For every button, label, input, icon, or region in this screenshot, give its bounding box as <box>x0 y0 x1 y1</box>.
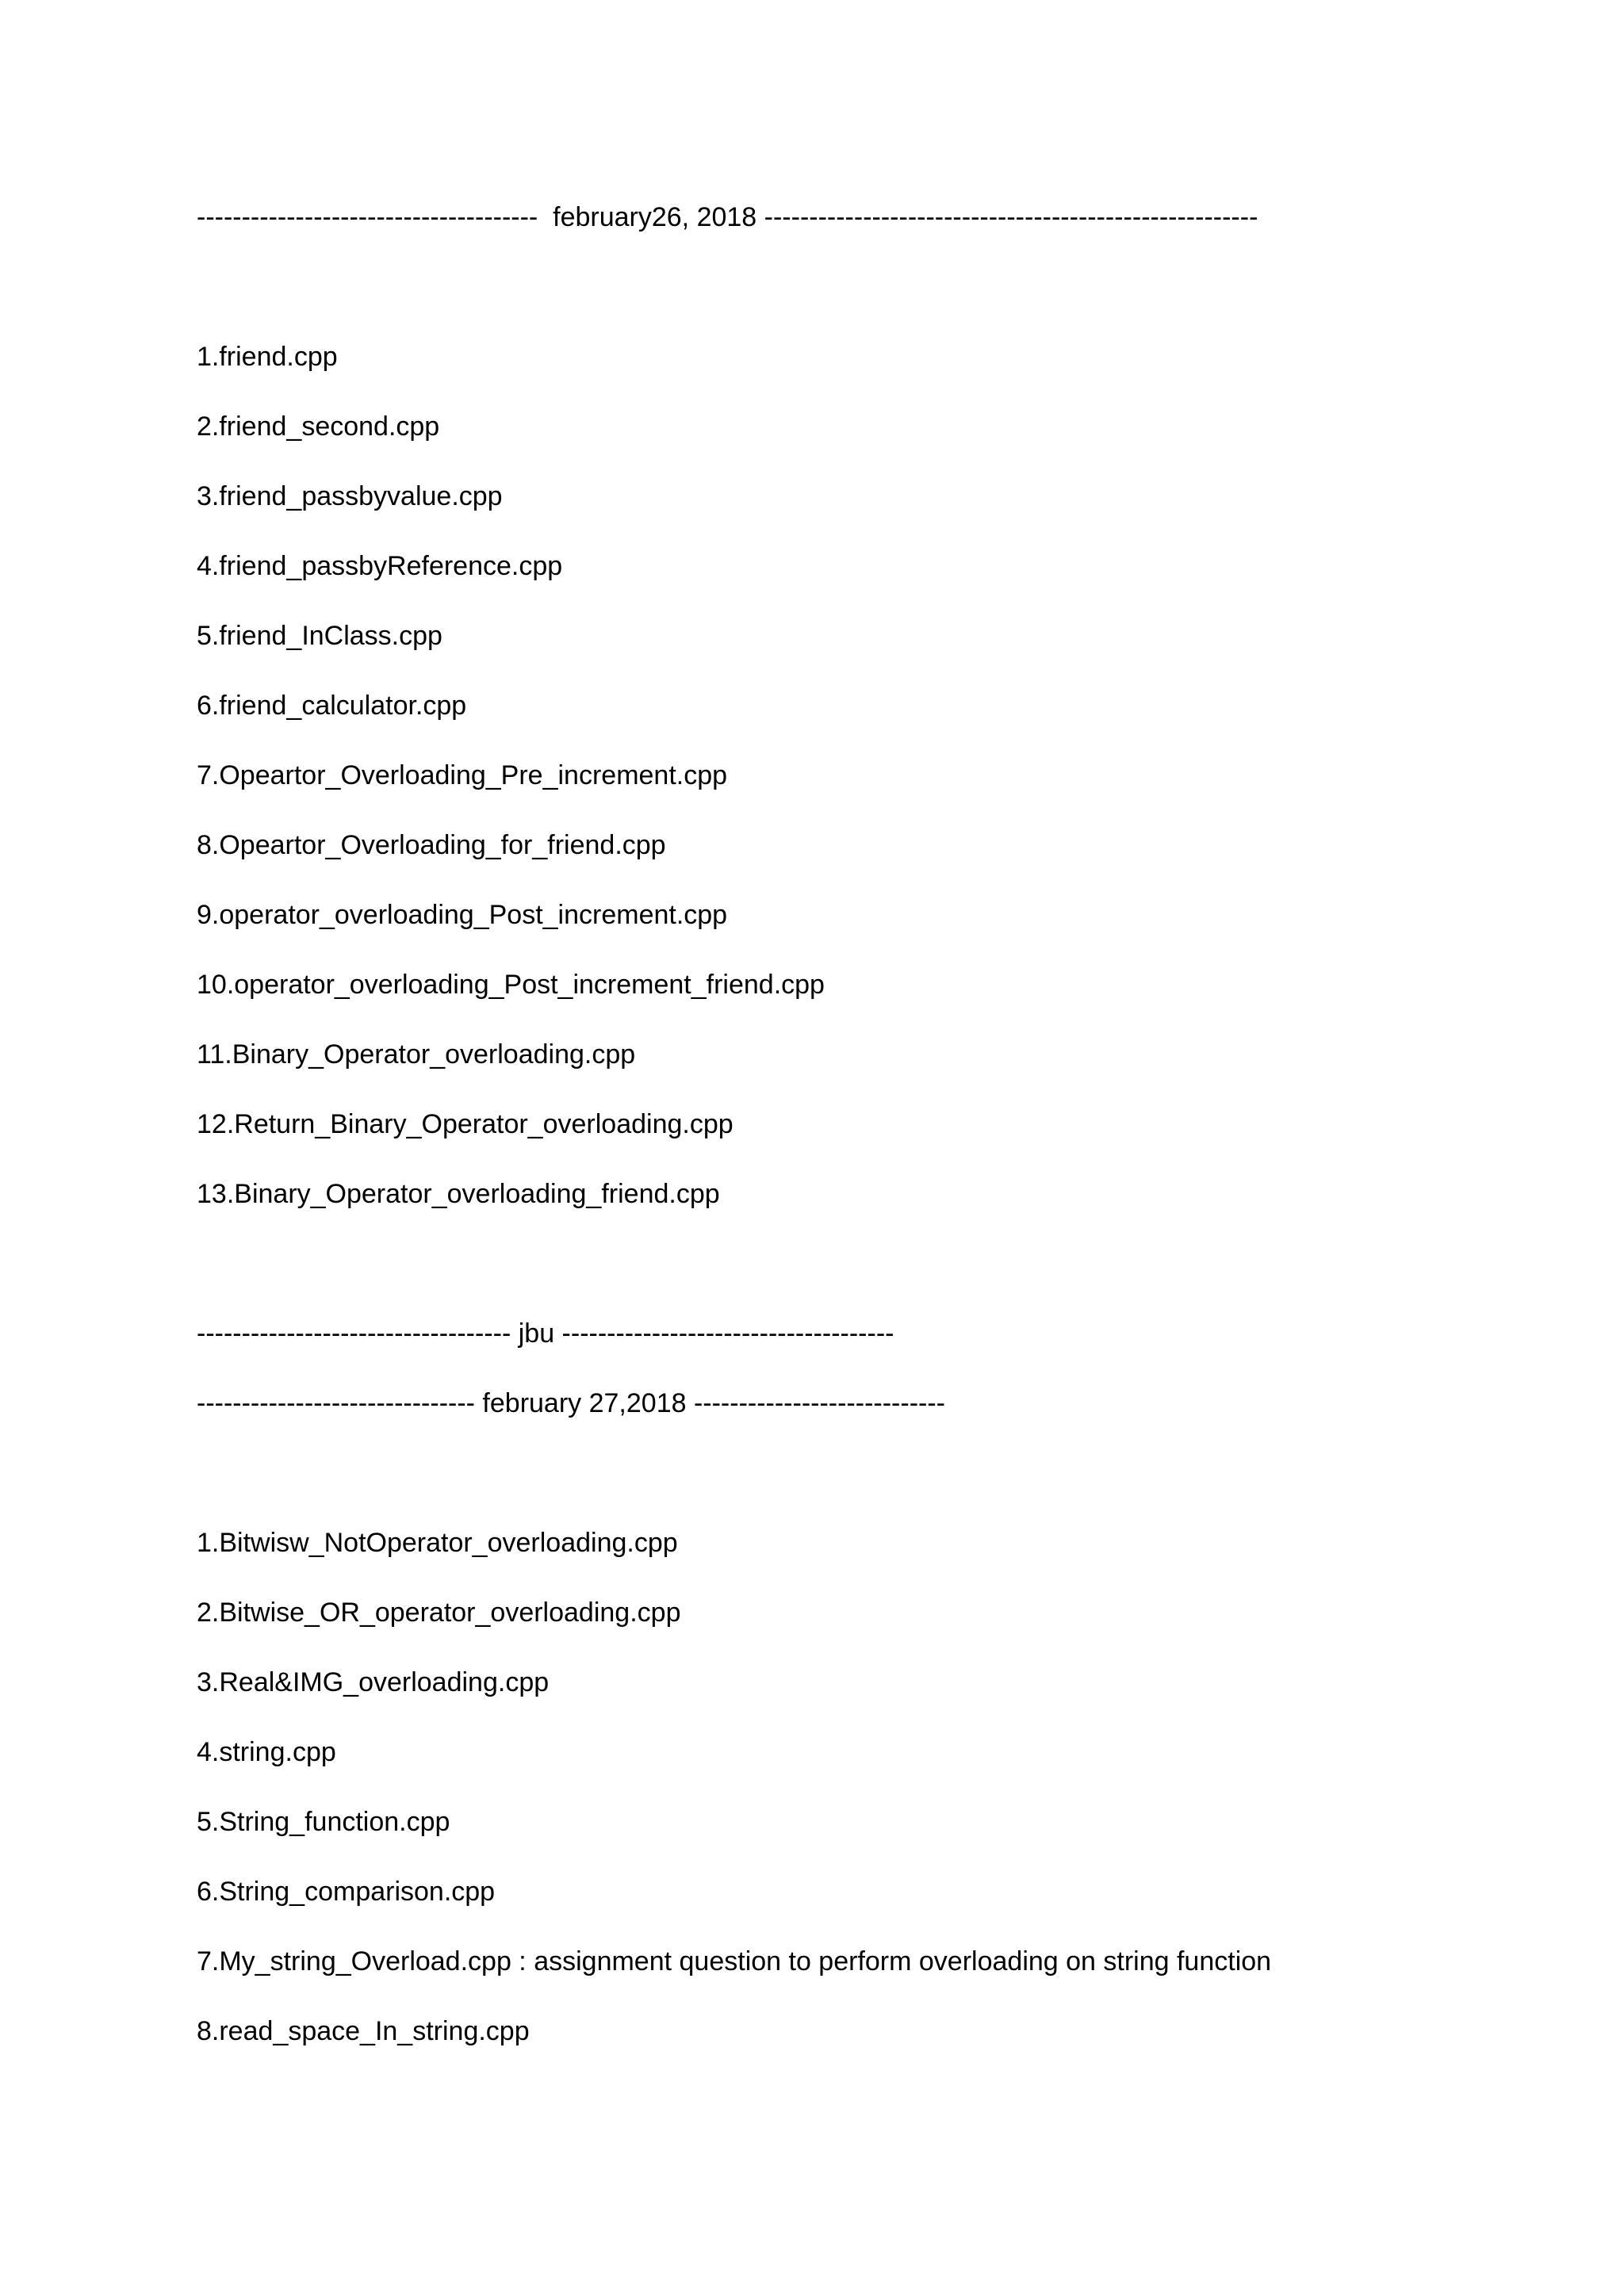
list-item: 1.friend.cpp <box>197 342 338 372</box>
list-item: 10.operator_overloading_Post_increment_friend.cpp <box>197 970 825 1000</box>
list-item: 8.Opeartor_Overloading_for_friend.cpp <box>197 830 666 860</box>
list-item: 4.friend_passbyReference.cpp <box>197 551 563 581</box>
section-header-jbu: ----------------------------------- jbu ------------------------------------- <box>197 1318 894 1349</box>
list-item: 6.String_comparison.cpp <box>197 1877 496 1907</box>
list-item: 11.Binary_Operator_overloading.cpp <box>197 1039 636 1070</box>
list-item: 4.string.cpp <box>197 1737 336 1767</box>
list-item: 9.operator_overloading_Post_increment.cpp <box>197 900 728 930</box>
list-item: 2.friend_second.cpp <box>197 411 440 442</box>
list-item: 7.Opeartor_Overloading_Pre_increment.cpp <box>197 760 728 790</box>
list-item: 12.Return_Binary_Operator_overloading.cpp <box>197 1109 733 1139</box>
list-item: 3.Real&IMG_overloading.cpp <box>197 1667 550 1697</box>
section-header-february-27: ------------------------------- february 27,2018 ---------------------------- <box>197 1388 945 1418</box>
list-item: 13.Binary_Operator_overloading_friend.cpp <box>197 1179 720 1209</box>
list-item: 5.friend_InClass.cpp <box>197 621 442 651</box>
list-item: 2.Bitwise_OR_operator_overloading.cpp <box>197 1598 681 1628</box>
list-item: 6.friend_calculator.cpp <box>197 691 467 721</box>
list-item: 5.String_function.cpp <box>197 1807 450 1837</box>
list-item: 8.read_space_In_string.cpp <box>197 2016 530 2046</box>
list-item: 1.Bitwisw_NotOperator_overloading.cpp <box>197 1528 678 1558</box>
section-header-february-26: -------------------------------------- february26, 2018 ------------------------------------------------------- <box>197 202 1258 232</box>
list-item: 3.friend_passbyvalue.cpp <box>197 481 503 511</box>
list-item: 7.My_string_Overload.cpp : assignment question to perform overloading on string function <box>197 1946 1272 1976</box>
